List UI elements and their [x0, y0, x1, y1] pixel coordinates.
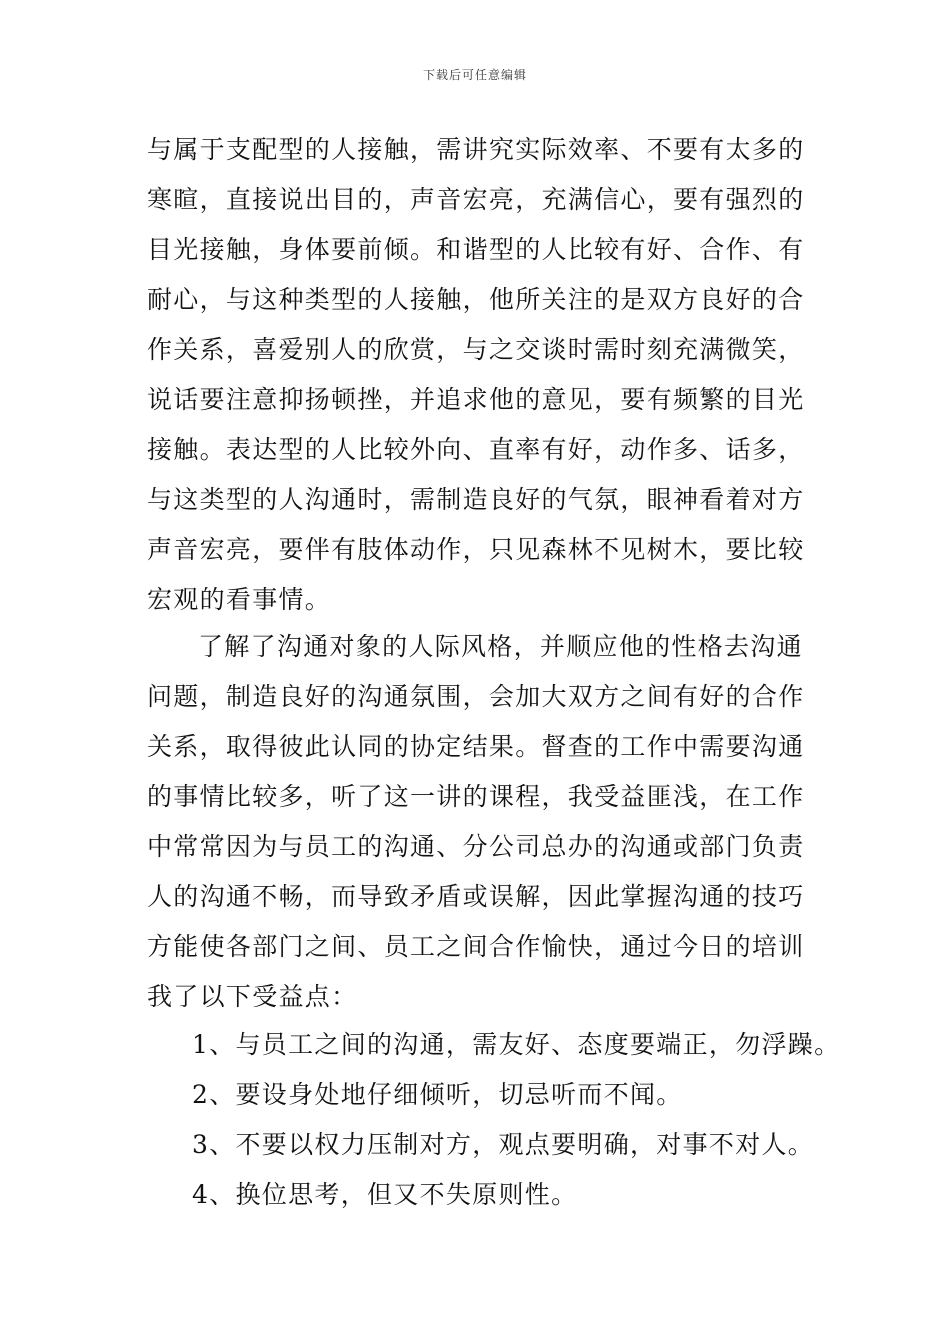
- text-line: 我了以下受益点：: [147, 982, 358, 1011]
- text-line: 目光接触，身体要前倾。和谐型的人比较有好、合作、有: [147, 235, 805, 264]
- text-line: 耐心，与这种类型的人接触，他所关注的是双方良好的合: [147, 285, 805, 314]
- list-item: 4、换位思考，但又不失原则性。: [192, 1180, 578, 1209]
- text-line: 关系，取得彼此认同的协定结果。督查的工作中需要沟通: [147, 732, 805, 761]
- text-line: 人的沟通不畅，而导致矛盾或误解，因此掌握沟通的技巧: [147, 882, 805, 911]
- text-line: 方能使各部门之间、员工之间合作愉快，通过今日的培训: [147, 932, 805, 961]
- text-line: 声音宏亮，要伴有肢体动作，只见森林不见树木，要比较: [147, 535, 805, 564]
- text-line: 问题，制造良好的沟通氛围，会加大双方之间有好的合作: [147, 682, 805, 711]
- text-line: 说话要注意抑扬顿挫，并追求他的意见，要有频繁的目光: [147, 385, 805, 414]
- list-item: 1、与员工之间的沟通，需友好、态度要端正，勿浮躁。: [192, 1030, 841, 1059]
- text-line: 接触。表达型的人比较外向、直率有好，动作多、话多，: [147, 435, 805, 464]
- text-line: 与这类型的人沟通时，需制造良好的气氛，眼神看着对方: [147, 485, 805, 514]
- text-line: 的事情比较多，听了这一讲的课程，我受益匪浅，在工作: [147, 782, 805, 811]
- text-line: 中常常因为与员工的沟通、分公司总办的沟通或部门负责: [147, 832, 805, 861]
- header-note: 下载后可任意编辑: [422, 68, 527, 82]
- text-line: 寒暄，直接说出目的，声音宏亮，充满信心，要有强烈的: [147, 185, 805, 214]
- list-item: 2、要设身处地仔细倾听，切忌听而不闻。: [192, 1080, 683, 1109]
- paragraph-first-line: 了解了沟通对象的人际风格，并顺应他的性格去沟通: [198, 632, 803, 661]
- text-line: 作关系，喜爱别人的欣赏，与之交谈时需时刻充满微笑，: [147, 335, 805, 364]
- text-line: 宏观的看事情。: [147, 585, 332, 614]
- text-line: 与属于支配型的人接触，需讲究实际效率、不要有太多的: [147, 135, 805, 164]
- list-item: 3、不要以权力压制对方，观点要明确，对事不对人。: [192, 1130, 815, 1159]
